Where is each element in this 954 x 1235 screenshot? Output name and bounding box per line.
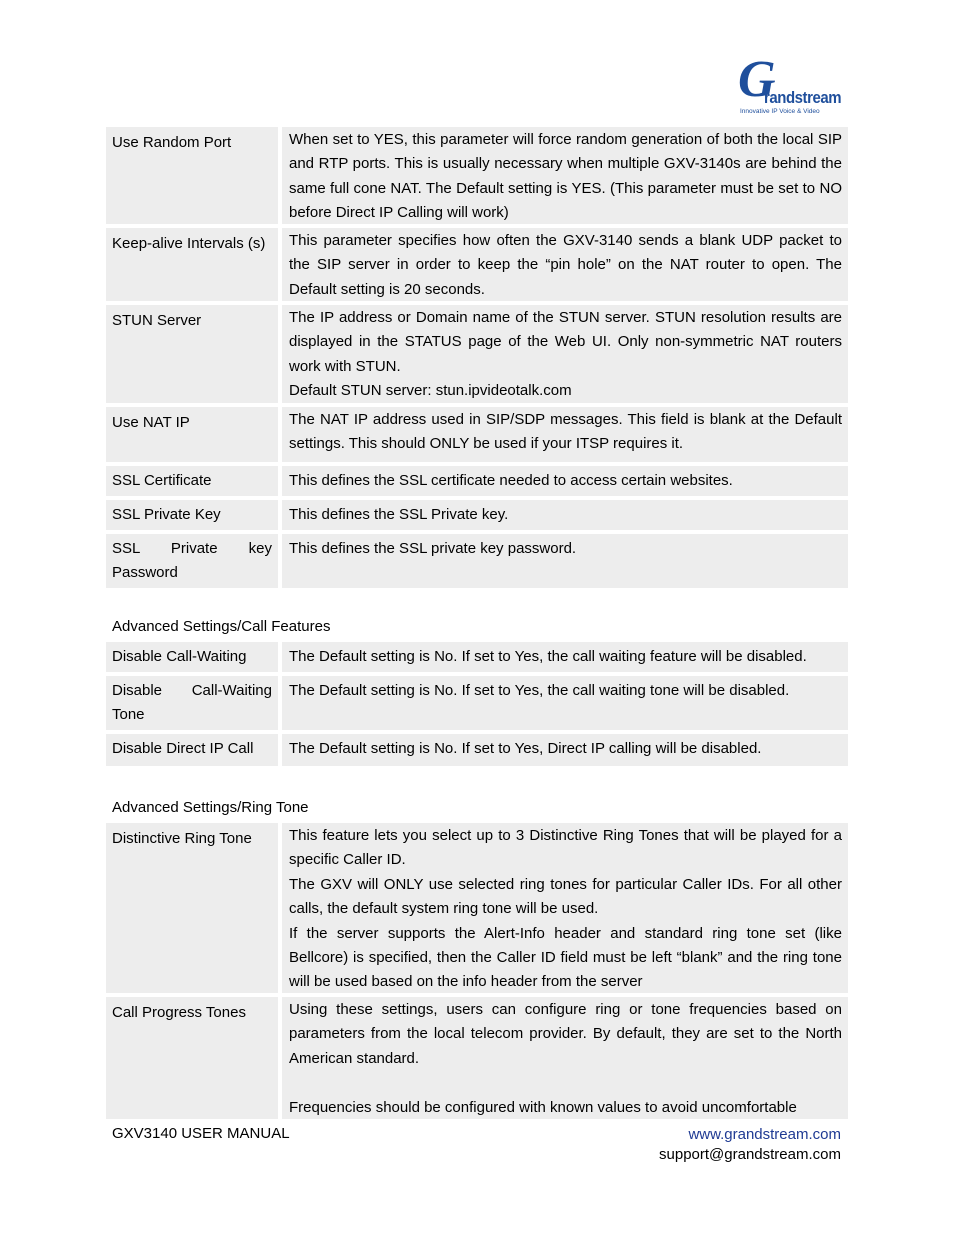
param-desc: Using these settings, users can configure ring or tone frequencies based on parameters from the local telecom provider. By default, they are set to the North American standard. Frequencies should be configured with known values to avoid uncomfortable xyxy=(282,997,848,1119)
param-name: Distinctive Ring Tone xyxy=(106,823,278,993)
table-row xyxy=(106,676,848,730)
param-name: STUN Server xyxy=(106,305,278,403)
table-row xyxy=(106,823,848,993)
section-heading-ring-tone: Advanced Settings/Ring Tone xyxy=(112,799,309,816)
table-row xyxy=(106,500,848,530)
param-desc: This feature lets you select up to 3 Distinctive Ring Tones that will be played for a specific Caller ID. The GXV will ONLY use selected ring tones for particular Caller IDs. For all other calls, the default system ring tone will be used. If the server supports the Alert-Info header and standard ring tone set (like Bellcore) is specified, then the Caller ID field must be left “blank” and the ring tone will be used based on the info header from the server xyxy=(282,823,848,993)
param-desc: The NAT IP address used in SIP/SDP messages. This field is blank at the Default settings. This should ONLY be used if your ITSP requires it. xyxy=(282,407,848,462)
param-name: Use Random Port xyxy=(106,127,278,224)
param-name: SSL Private key Password xyxy=(106,534,278,588)
param-name: Call Progress Tones xyxy=(106,997,278,1119)
param-desc: The IP address or Domain name of the STUN server. STUN resolution results are displayed in the STATUS page of the Web UI. Only non-symmetric NAT routers work with STUN. Default STUN server: stun.ipvideotalk.com xyxy=(282,305,848,403)
footer-contact xyxy=(659,1125,841,1165)
table-row xyxy=(106,466,848,496)
param-desc: This defines the SSL Private key. xyxy=(282,500,848,530)
param-desc: The Default setting is No. If set to Yes, the call waiting feature will be disabled. xyxy=(282,642,848,672)
grandstream-logo xyxy=(738,51,842,120)
logo-initial: G xyxy=(738,51,776,108)
table-row xyxy=(106,534,848,588)
param-name: Disable Call-Waiting xyxy=(106,642,278,672)
settings-table-ring-tone xyxy=(106,823,848,1119)
logo-tagline: Innovative IP Voice & Video xyxy=(740,108,820,115)
param-name: SSL Certificate xyxy=(106,466,278,496)
logo-brand: randstream xyxy=(764,88,842,107)
section-heading-call-features: Advanced Settings/Call Features xyxy=(112,618,331,635)
param-desc: The Default setting is No. If set to Yes, the call waiting tone will be disabled. xyxy=(282,676,848,730)
param-name: Disable Direct IP Call xyxy=(106,734,278,766)
footer-support-email[interactable]: support@grandstream.com xyxy=(659,1146,841,1163)
table-row xyxy=(106,642,848,672)
table-row xyxy=(106,997,848,1119)
param-name: SSL Private Key xyxy=(106,500,278,530)
param-desc: This parameter specifies how often the GXV-3140 sends a blank UDP packet to the SIP server in order to keep the “pin hole” on the NAT router to open. The Default setting is 20 seconds. xyxy=(282,228,848,301)
footer-website-link[interactable]: www.grandstream.com xyxy=(688,1126,841,1143)
param-desc: The Default setting is No. If set to Yes, Direct IP calling will be disabled. xyxy=(282,734,848,766)
table-row xyxy=(106,228,848,301)
param-desc: This defines the SSL certificate needed to access certain websites. xyxy=(282,466,848,496)
footer-manual-title: GXV3140 USER MANUAL xyxy=(112,1125,290,1142)
settings-table-call-features xyxy=(106,642,848,770)
table-row xyxy=(106,127,848,224)
param-name: Keep-alive Intervals (s) xyxy=(106,228,278,301)
param-name: Disable Call-Waiting Tone xyxy=(106,676,278,730)
param-name: Use NAT IP xyxy=(106,407,278,462)
param-desc: When set to YES, this parameter will force random generation of both the local SIP and RTP ports. This is usually necessary when multiple GXV-3140s are behind the same full cone NAT. The Default setting is YES. (This parameter must be set to NO before Direct IP Calling will work) xyxy=(282,127,848,224)
param-desc: This defines the SSL private key password. xyxy=(282,534,848,588)
table-row xyxy=(106,407,848,462)
table-row xyxy=(106,305,848,403)
table-row xyxy=(106,734,848,766)
settings-table-nat xyxy=(106,127,848,592)
